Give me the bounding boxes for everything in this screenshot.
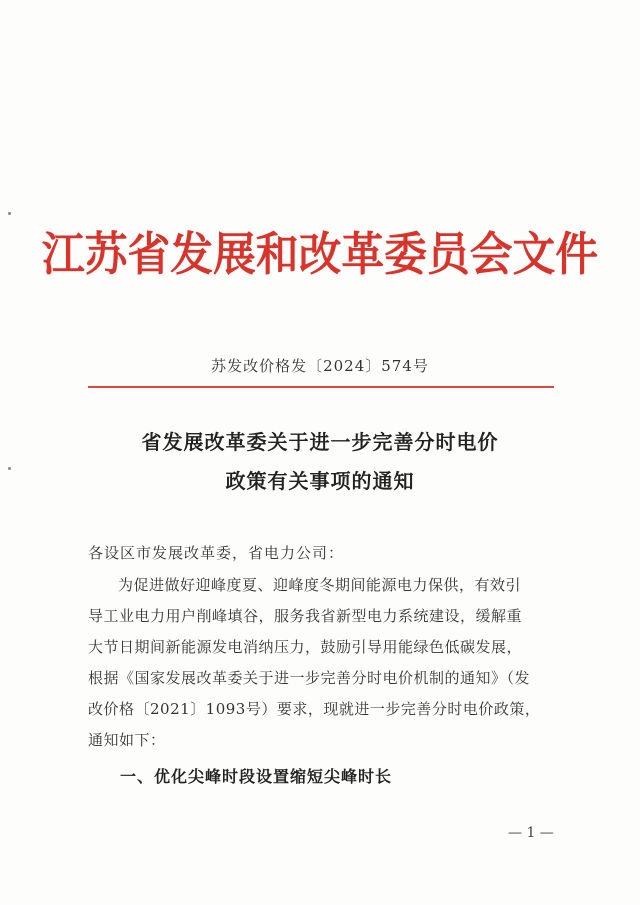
document-number: 苏发改价格发〔2024〕574号: [211, 357, 429, 375]
issuer-header-title: 江苏省发展和改革委员会文件: [41, 227, 599, 281]
body-line: 为促进做好迎峰度夏、迎峰度冬期间能源电力保供，有效引: [118, 576, 522, 594]
body-line: 通知如下：: [88, 731, 166, 749]
body-line: 大节日期间新能源发电消纳压力，鼓励引导用能绿色低碳发展，: [88, 638, 523, 656]
body-line: 导工业电力用户削峰填谷，服务我省新型电力系统建设，缓解重: [88, 607, 523, 625]
notice-title-line-2: 政策有关事项的通知: [225, 469, 415, 493]
scan-speck: [8, 212, 11, 215]
page-number: — 1 —: [508, 825, 554, 841]
notice-title-line-1: 省发展改革委关于进一步完善分时电价: [141, 430, 499, 454]
body-line: 改价格〔2021〕1093号）要求，现就进一步完善分时电价政策，: [88, 700, 541, 718]
body-line: 根据《国家发展改革委关于进一步完善分时电价机制的通知》（发: [88, 669, 531, 687]
section-heading: 一、优化尖峰时段设置缩短尖峰时长: [120, 767, 393, 786]
salutation: 各设区市发展改革委，省电力公司：: [88, 544, 345, 562]
red-separator-line: [88, 386, 554, 388]
body-paragraph: [88, 570, 564, 756]
